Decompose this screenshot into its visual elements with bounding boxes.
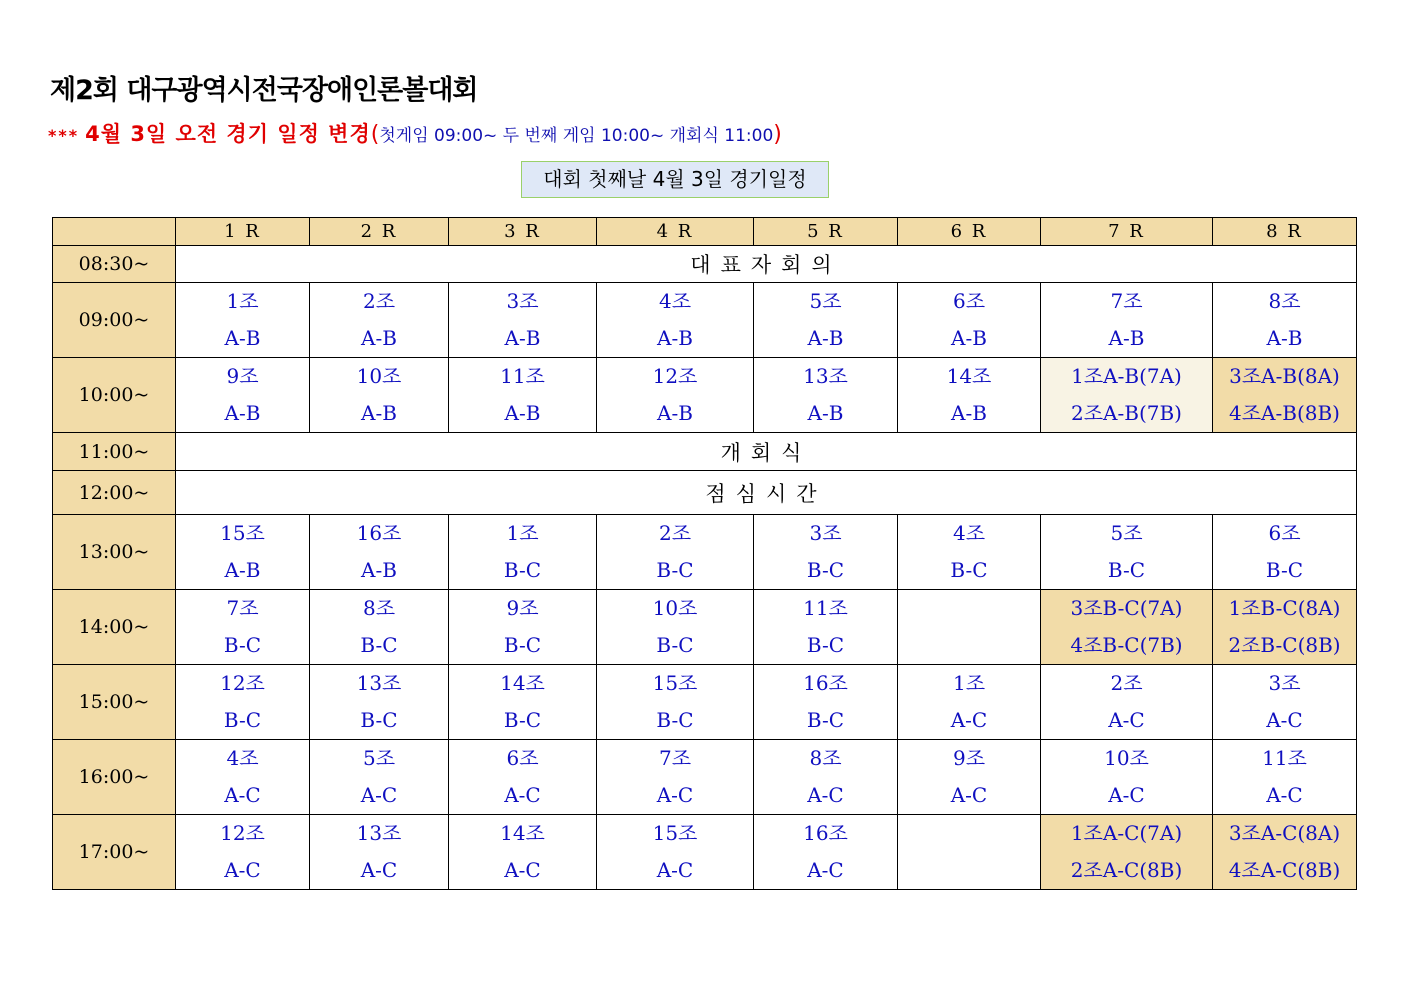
match-pairing: A-C bbox=[807, 858, 844, 882]
match-group: 5조 bbox=[809, 289, 842, 313]
match-cell bbox=[310, 815, 449, 890]
match-pairing: 4조A-C(8B) bbox=[1228, 858, 1341, 882]
match-group: 6조 bbox=[952, 289, 986, 313]
match-group: 1조 bbox=[952, 671, 986, 695]
match-cell bbox=[449, 665, 597, 740]
match-group: 12조 bbox=[220, 671, 265, 695]
match-group: 9조 bbox=[226, 364, 259, 388]
match-group: 16조 bbox=[803, 821, 848, 845]
match-group: 7조 bbox=[226, 596, 259, 620]
schedule-row bbox=[53, 815, 1357, 890]
page-title: 제2회 대구광역시전국장애인론볼대회 bbox=[50, 75, 478, 106]
match-group: 2조 bbox=[1110, 671, 1143, 695]
match-group: 13조 bbox=[356, 821, 402, 845]
match-cell bbox=[176, 283, 310, 358]
match-pairing: B-C bbox=[223, 708, 262, 732]
match-cell bbox=[754, 665, 898, 740]
match-group: 3조 bbox=[506, 289, 539, 313]
match-group: 1조B-C(8A) bbox=[1228, 596, 1341, 620]
match-pairing: A-C bbox=[656, 783, 694, 807]
day-label: 대회 첫째날 4월 3일 경기일정 bbox=[521, 161, 829, 198]
match-pairing: A-C bbox=[224, 858, 261, 882]
match-cell bbox=[597, 815, 754, 890]
match-cell bbox=[597, 358, 754, 433]
match-cell bbox=[1213, 515, 1357, 590]
match-group: 9조 bbox=[952, 746, 986, 770]
time-slot: 09:00~ bbox=[53, 283, 176, 358]
round-header: 6 R bbox=[898, 218, 1041, 246]
match-pairing: B-C bbox=[503, 558, 542, 582]
match-group: 6조 bbox=[506, 746, 539, 770]
match-group: 7조 bbox=[1110, 289, 1143, 313]
match-cell bbox=[597, 590, 754, 665]
match-cell bbox=[449, 740, 597, 815]
match-pairing: B-C bbox=[806, 708, 845, 732]
match-group: 16조 bbox=[803, 671, 848, 695]
match-group: 7조 bbox=[658, 746, 692, 770]
match-pairing: A-B bbox=[361, 401, 397, 425]
match-cell bbox=[898, 815, 1041, 890]
match-pairing: A-B bbox=[657, 326, 693, 350]
match-pairing: A-C bbox=[656, 858, 694, 882]
match-cell bbox=[449, 590, 597, 665]
match-group: 15조 bbox=[220, 521, 265, 545]
match-pairing: A-C bbox=[950, 783, 988, 807]
schedule-row bbox=[53, 665, 1357, 740]
notice-close-paren: ) bbox=[773, 122, 782, 147]
match-group: 15조 bbox=[652, 671, 698, 695]
match-pairing: A-B bbox=[361, 558, 397, 582]
schedule-row bbox=[53, 515, 1357, 590]
match-group: 3조A-C(8A) bbox=[1228, 821, 1341, 845]
match-pairing: A-B bbox=[504, 401, 541, 425]
match-pairing: A-C bbox=[1108, 783, 1145, 807]
match-pairing: A-B bbox=[1108, 326, 1145, 350]
schedule-row bbox=[53, 590, 1357, 665]
match-cell bbox=[449, 815, 597, 890]
match-group: 12조 bbox=[652, 364, 698, 388]
time-slot: 10:00~ bbox=[53, 358, 176, 433]
match-pairing: A-B bbox=[224, 326, 261, 350]
notice-open-paren: ( bbox=[370, 122, 380, 147]
match-group: 11조 bbox=[1262, 746, 1307, 770]
match-pairing: 4조A-B(8B) bbox=[1229, 401, 1340, 425]
match-group: 10조 bbox=[356, 364, 402, 388]
match-cell bbox=[597, 515, 754, 590]
match-cell bbox=[754, 515, 898, 590]
match-group: 1조A-B(7A) bbox=[1071, 364, 1182, 388]
match-pairing: 2조A-C(8B) bbox=[1070, 858, 1183, 882]
match-group: 3조A-B(8A) bbox=[1229, 364, 1340, 388]
match-pairing: A-C bbox=[807, 783, 844, 807]
match-pairing: A-B bbox=[807, 401, 844, 425]
match-pairing: A-B bbox=[361, 326, 397, 350]
match-cell bbox=[310, 358, 449, 433]
match-group: 5조 bbox=[1110, 521, 1143, 545]
match-cell bbox=[597, 665, 754, 740]
time-slot: 11:00~ bbox=[53, 433, 176, 471]
match-pairing: A-B bbox=[807, 326, 844, 350]
match-group: 4조 bbox=[952, 521, 986, 545]
match-cell bbox=[1041, 740, 1213, 815]
match-cell bbox=[597, 740, 754, 815]
match-cell bbox=[754, 358, 898, 433]
round-header: 4 R bbox=[597, 218, 754, 246]
match-group: 1조 bbox=[226, 289, 259, 313]
match-cell bbox=[1041, 815, 1213, 890]
match-pairing: B-C bbox=[1265, 558, 1304, 582]
schedule-row bbox=[53, 358, 1357, 433]
match-pairing: B-C bbox=[656, 558, 694, 582]
match-cell bbox=[310, 665, 449, 740]
match-pairing: 4조B-C(7B) bbox=[1070, 633, 1183, 657]
schedule-row bbox=[53, 471, 1357, 515]
match-group: 2조 bbox=[362, 289, 396, 313]
match-cell bbox=[1213, 740, 1357, 815]
match-cell bbox=[310, 590, 449, 665]
match-group: 1조 bbox=[506, 521, 539, 545]
match-pairing: B-C bbox=[223, 633, 262, 657]
match-pairing: B-C bbox=[806, 633, 845, 657]
event-cell: 개회식 bbox=[176, 433, 1357, 471]
match-pairing: A-B bbox=[504, 326, 541, 350]
match-cell bbox=[898, 515, 1041, 590]
match-group: 14조 bbox=[500, 671, 545, 695]
corner-cell bbox=[53, 218, 176, 246]
match-group: 8조 bbox=[1268, 289, 1301, 313]
notice-main: 4월 3일 오전 경기 일정 변경 bbox=[85, 122, 371, 146]
match-pairing: B-C bbox=[360, 708, 398, 732]
match-group: 8조 bbox=[809, 746, 842, 770]
match-cell bbox=[1213, 815, 1357, 890]
match-cell bbox=[176, 515, 310, 590]
match-cell bbox=[310, 283, 449, 358]
match-pairing: A-C bbox=[360, 783, 398, 807]
match-group: 3조B-C(7A) bbox=[1070, 596, 1183, 620]
match-pairing: A-C bbox=[1266, 783, 1303, 807]
match-group: 4조 bbox=[658, 289, 692, 313]
match-pairing: B-C bbox=[360, 633, 398, 657]
match-cell bbox=[898, 358, 1041, 433]
match-group: 16조 bbox=[356, 521, 402, 545]
match-cell bbox=[898, 740, 1041, 815]
match-pairing: A-C bbox=[504, 858, 541, 882]
match-cell bbox=[449, 283, 597, 358]
match-cell bbox=[754, 590, 898, 665]
match-group: 5조 bbox=[362, 746, 396, 770]
match-cell bbox=[754, 740, 898, 815]
match-cell bbox=[310, 515, 449, 590]
match-group: 9조 bbox=[506, 596, 539, 620]
schedule-row bbox=[53, 283, 1357, 358]
match-pairing: A-B bbox=[1266, 326, 1303, 350]
match-cell bbox=[1041, 283, 1213, 358]
match-cell bbox=[310, 740, 449, 815]
match-cell bbox=[176, 358, 310, 433]
match-cell bbox=[898, 283, 1041, 358]
match-cell bbox=[898, 590, 1041, 665]
match-cell bbox=[1041, 665, 1213, 740]
match-cell bbox=[176, 815, 310, 890]
match-cell bbox=[449, 515, 597, 590]
time-slot: 14:00~ bbox=[53, 590, 176, 665]
match-cell bbox=[176, 665, 310, 740]
match-cell bbox=[1213, 283, 1357, 358]
time-slot: 15:00~ bbox=[53, 665, 176, 740]
match-pairing: A-C bbox=[950, 708, 988, 732]
match-group: 14조 bbox=[500, 821, 545, 845]
match-pairing: A-B bbox=[224, 558, 261, 582]
match-cell bbox=[449, 358, 597, 433]
match-group: 13조 bbox=[356, 671, 402, 695]
match-pairing: B-C bbox=[656, 633, 694, 657]
match-group: 11조 bbox=[803, 596, 848, 620]
notice-stars: *** bbox=[48, 126, 80, 145]
time-slot: 12:00~ bbox=[53, 471, 176, 515]
round-header: 1 R bbox=[176, 218, 310, 246]
schedule-row bbox=[53, 246, 1357, 283]
round-header: 3 R bbox=[449, 218, 597, 246]
match-group: 8조 bbox=[362, 596, 396, 620]
match-group: 6조 bbox=[1268, 521, 1301, 545]
match-pairing: A-C bbox=[1266, 708, 1303, 732]
schedule-change-notice bbox=[48, 118, 782, 148]
match-pairing: A-B bbox=[657, 401, 693, 425]
match-pairing: A-C bbox=[224, 783, 261, 807]
match-pairing: B-C bbox=[950, 558, 988, 582]
match-cell bbox=[176, 740, 310, 815]
match-cell bbox=[754, 283, 898, 358]
match-pairing: 2조A-B(7B) bbox=[1071, 401, 1182, 425]
match-pairing: A-C bbox=[504, 783, 541, 807]
match-cell bbox=[176, 590, 310, 665]
round-header: 5 R bbox=[754, 218, 898, 246]
match-group: 12조 bbox=[220, 821, 265, 845]
match-pairing: A-B bbox=[951, 401, 987, 425]
match-group: 3조 bbox=[1268, 671, 1301, 695]
schedule-table bbox=[52, 217, 1357, 890]
match-pairing: B-C bbox=[503, 633, 542, 657]
match-group: 13조 bbox=[803, 364, 848, 388]
event-cell: 점심시간 bbox=[176, 471, 1357, 515]
time-slot: 13:00~ bbox=[53, 515, 176, 590]
match-pairing: B-C bbox=[503, 708, 542, 732]
notice-detail: 첫게임 09:00~ 두 번째 게임 10:00~ 개회식 11:00 bbox=[379, 126, 774, 146]
round-header: 8 R bbox=[1213, 218, 1357, 246]
match-cell bbox=[1213, 358, 1357, 433]
match-group: 15조 bbox=[652, 821, 698, 845]
match-pairing: B-C bbox=[1107, 558, 1146, 582]
time-slot: 08:30~ bbox=[53, 246, 176, 283]
schedule-row bbox=[53, 433, 1357, 471]
match-pairing: A-B bbox=[224, 401, 261, 425]
round-header: 2 R bbox=[310, 218, 449, 246]
match-cell bbox=[1213, 665, 1357, 740]
round-header: 7 R bbox=[1041, 218, 1213, 246]
match-cell bbox=[597, 283, 754, 358]
match-cell bbox=[1041, 515, 1213, 590]
match-pairing: B-C bbox=[806, 558, 845, 582]
match-group: 10조 bbox=[1104, 746, 1149, 770]
match-group: 10조 bbox=[652, 596, 698, 620]
match-group: 4조 bbox=[226, 746, 259, 770]
match-pairing: A-C bbox=[360, 858, 398, 882]
match-pairing: B-C bbox=[656, 708, 694, 732]
match-pairing: 2조B-C(8B) bbox=[1228, 633, 1341, 657]
match-cell bbox=[1041, 358, 1213, 433]
match-pairing: A-C bbox=[1108, 708, 1145, 732]
match-group: 14조 bbox=[946, 364, 992, 388]
match-group: 1조A-C(7A) bbox=[1070, 821, 1183, 845]
match-pairing: A-B bbox=[951, 326, 987, 350]
match-cell bbox=[1213, 590, 1357, 665]
round-header-row bbox=[53, 218, 1357, 246]
time-slot: 16:00~ bbox=[53, 740, 176, 815]
match-group: 11조 bbox=[500, 364, 545, 388]
match-cell bbox=[898, 665, 1041, 740]
match-cell bbox=[1041, 590, 1213, 665]
match-cell bbox=[754, 815, 898, 890]
time-slot: 17:00~ bbox=[53, 815, 176, 890]
match-group: 2조 bbox=[658, 521, 692, 545]
schedule-row bbox=[53, 740, 1357, 815]
event-cell: 대표자회의 bbox=[176, 246, 1357, 283]
match-group: 3조 bbox=[809, 521, 842, 545]
